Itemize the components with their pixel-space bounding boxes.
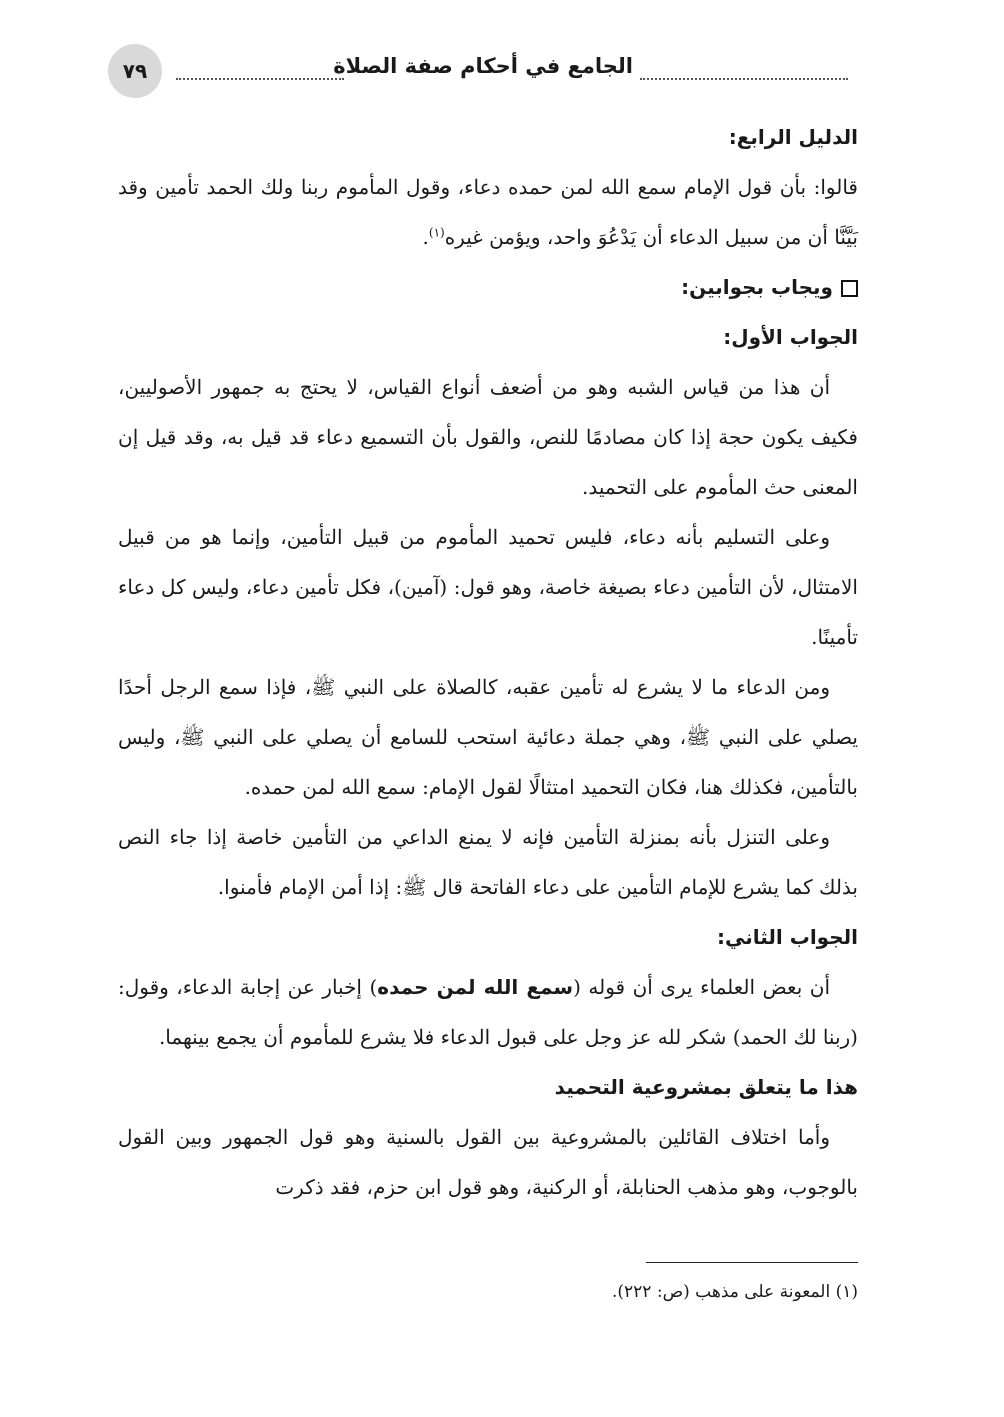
paragraph-5: وعلى التنزل بأنه بمنزلة التأمين فإنه لا يمنع الداعي من التأمين خاصة إذا جاء النص بذلك كما يشرع للإمام التأمين على دعاء الفاتحة قال ﷺ: إذا أمن الإمام فأمنوا. xyxy=(118,825,858,899)
page-number-badge: ٧٩ xyxy=(108,44,162,98)
paragraph-1-text: قالوا: بأن قول الإمام سمع الله لمن حمده دعاء، وقول المأموم ربنا ولك الحمد تأمين وقد بَيَّنَّا أن من سبيل الدعاء أن يَدْعُوَ واحد، ويؤمن غيره xyxy=(118,175,858,249)
footnote-marker: (١) xyxy=(428,225,445,240)
paragraph-3: وعلى التسليم بأنه دعاء، فليس تحميد المأموم من قبيل التأمين، وإنما هو من قبيل الامتثال، لأن التأمين دعاء بصيغة خاصة، وهو قول: (آمين)، فكل تأمين دعاء، وليس كل دعاء تأمينًا. xyxy=(118,525,858,649)
paragraph-1 xyxy=(118,162,858,262)
paragraph-6-start: أن بعض العلماء يرى أن قوله ( xyxy=(573,975,830,999)
paragraph-2: أن هذا من قياس الشبه وهو من أضعف أنواع القياس، لا يحتج به جمهور الأصوليين، فكيف يكون حجة إذا كان مصادمًا للنص، والقول بأن التسميع دعاء قد قيل به، وقد قيل إن المعنى حث المأموم على التحميد. xyxy=(118,375,858,499)
running-title: الجامع في أحكام صفة الصلاة xyxy=(333,54,633,78)
header-dotted-rule-left xyxy=(176,78,344,80)
heading-second-answer: الجواب الثاني: xyxy=(716,925,858,949)
page-header xyxy=(108,44,848,100)
paragraph-6 xyxy=(118,962,858,1062)
heading-summary: هذا ما يتعلق بمشروعية التحميد xyxy=(554,1075,858,1099)
paragraph-4: ومن الدعاء ما لا يشرع له تأمين عقبه، كالصلاة على النبي ﷺ، فإذا سمع الرجل أحدًا يصلي على النبي ﷺ، وهي جملة دعائية استحب للسامع أن يصلي على النبي ﷺ، وليس بالتأمين، فكذلك هنا، فكان التحميد امتثالًا لقول الإمام: سمع الله لمن حمده. xyxy=(118,675,858,799)
heading-fourth-evidence: الدليل الرابع: xyxy=(728,125,858,149)
paragraph-7: وأما اختلاف القائلين بالمشروعية بين القول بالسنية وهو قول الجمهور وبين القول بالوجوب، وهو مذهب الحنابلة، أو الركنية، وهو قول ابن حزم، فقد ذكرت xyxy=(118,1125,858,1199)
heading-first-answer: الجواب الأول: xyxy=(723,325,858,349)
paragraph-6-bold: سمع الله لمن حمده xyxy=(377,975,574,999)
heading-two-answers-text: ويجاب بجوابين: xyxy=(681,275,833,299)
paragraph-6-end: ) إخبار عن إجابة الدعاء، وقول: (ربنا لك الحمد) شكر لله عز وجل على قبول الدعاء فلا يشرع للمأموم أن يجمع بينهما. xyxy=(118,975,858,1049)
heading-two-answers xyxy=(118,262,858,312)
header-dotted-rule-right xyxy=(640,78,848,80)
footnote: (١) المعونة على مذهب (ص: ٢٢٢). xyxy=(612,1282,858,1302)
paragraph-1-end: . xyxy=(422,225,429,249)
main-text xyxy=(118,112,858,1212)
footnote-separator xyxy=(646,1262,858,1263)
